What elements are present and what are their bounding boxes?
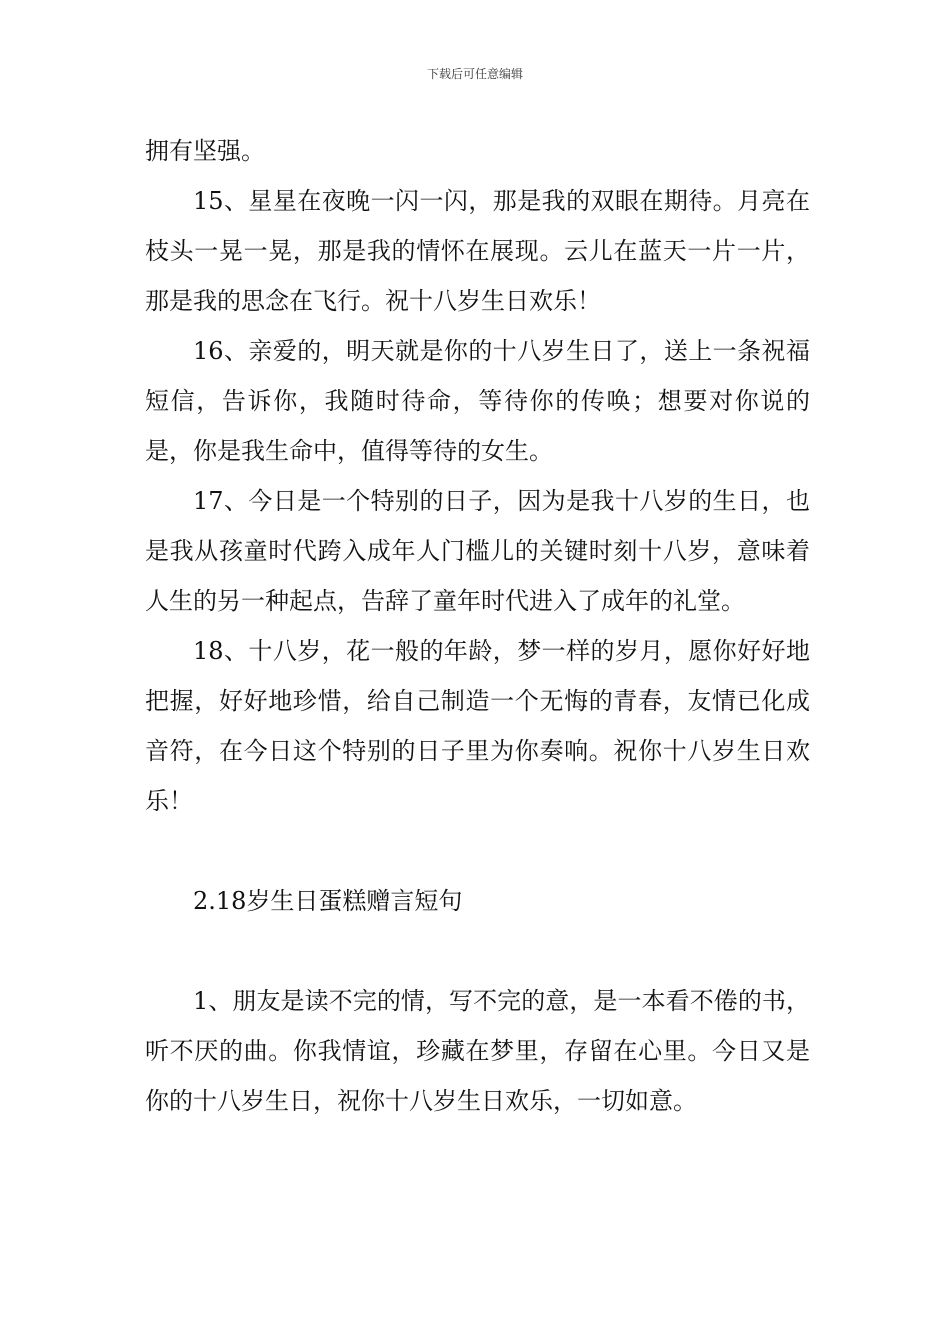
section-spacer-bottom — [145, 926, 810, 976]
paragraph-item-17: 17、今日是一个特别的日子，因为是我十八岁的生日，也是我从孩童时代跨入成年人门槛儿的关键时刻十八岁，意味着人生的另一种起点，告辞了童年时代进入了成年的礼堂。 — [145, 487, 810, 615]
document-body — [145, 126, 810, 1126]
paragraph-item-15: 15、星星在夜晚一闪一闪，那是我的双眼在期待。月亮在枝头一晃一晃，那是我的情怀在展现。云儿在蓝天一片一片，那是我的思念在飞行。祝十八岁生日欢乐！ — [145, 187, 810, 315]
paragraph-continuation: 拥有坚强。 — [145, 137, 265, 165]
section-heading: 2.18岁生日蛋糕赠言短句 — [193, 887, 463, 915]
paragraph-item-16: 16、亲爱的，明天就是你的十八岁生日了，送上一条祝福短信，告诉你，我随时待命，等待你的传唤；想要对你说的是，你是我生命中，值得等待的女生。 — [145, 337, 810, 465]
page-header: 下载后可任意编辑 — [426, 67, 523, 81]
section-spacer-top — [145, 826, 810, 876]
paragraph-item-18: 18、十八岁，花一般的年龄，梦一样的岁月，愿你好好地把握，好好地珍惜，给自己制造一个无悔的青春，友情已化成音符，在今日这个特别的日子里为你奏响。祝你十八岁生日欢乐！ — [145, 637, 810, 815]
section-paragraph-item-1: 1、朋友是读不完的情，写不完的意，是一本看不倦的书，听不厌的曲。你我情谊，珍藏在梦里，存留在心里。今日又是你的十八岁生日，祝你十八岁生日欢乐，一切如意。 — [145, 987, 810, 1115]
